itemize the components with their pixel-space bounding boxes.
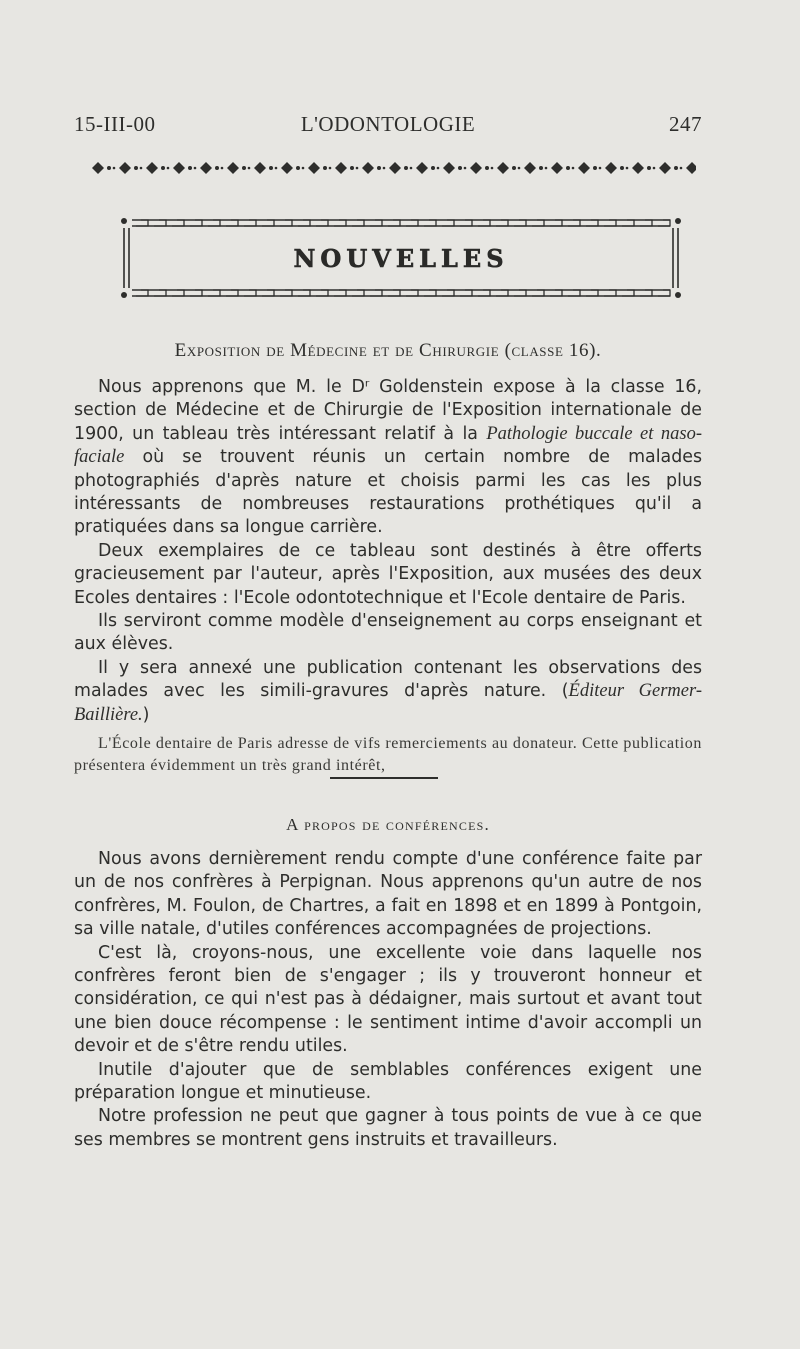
section-body-conferences	[74, 848, 702, 1152]
paragraph-text: Deux exemplaires de ce tableau sont destinés à être offerts gracieusement par l'auteur, après l'Exposition, aux musées des deux Ecoles dentaires : l'Ecole odontotechnique et l'Ecole dentaire de Paris.	[74, 540, 702, 608]
paragraph-text: )	[142, 704, 150, 725]
italic-text: Pathologie buccale et naso-faciale	[74, 423, 702, 468]
section-heading-exposition: Exposition de Médecine et de Chirurgie (classe 16).	[174, 340, 602, 361]
paragraph	[74, 376, 702, 540]
section-title: NOUVELLES	[293, 244, 509, 273]
journal-title: L'ODONTOLOGIE	[300, 112, 476, 136]
paragraph-text: Ils serviront comme modèle d'enseignement au corps enseignant et aux élèves.	[74, 611, 702, 655]
paragraph	[74, 610, 702, 657]
paragraph: Notre profession ne peut que gagner à tous points de vue à ce que ses membres se montrent gens instruits et travailleurs.	[74, 1106, 702, 1150]
paragraph: Nous avons dernièrement rendu compte d'une conférence faite par un de nos confrères à Perpignan. Nous apprenons qu'un autre de nos confrères, M. Foulon, de Chartres, a fait en 1898 et en 1899 à Pontgoin, sa ville natale, d'utiles conférences accompagnées de projections.	[74, 849, 702, 940]
italic-text: Éditeur Germer-Baillière.	[74, 681, 702, 725]
paragraph-text: où se trouvent réunis un certain nombre de malades photographiés d'après nature et choisis parmi les cas les plus intéressants de nombreuses restaurations prothétiques qu'il a pratiquées dans sa longue carrière.	[74, 447, 702, 538]
page-number: 247	[669, 112, 702, 136]
paragraph	[74, 540, 702, 610]
section-divider	[330, 777, 438, 779]
section-body-exposition	[74, 376, 702, 776]
editorial-note: L'École dentaire de Paris adresse de vifs remerciements au donateur. Cette publication présentera évidemment un très grand intérêt,	[74, 735, 702, 774]
paragraph: Inutile d'ajouter que de semblables conférences exigent une préparation longue et minutieuse.	[74, 1059, 702, 1104]
section-heading-conferences: A propos de conférences.	[286, 815, 490, 834]
paragraph-text: Il y sera annexé une publication contenant les observations des malades avec les simili-gravures d'après nature. (	[74, 657, 702, 702]
issue-date: 15-III-00	[74, 112, 156, 136]
paragraph-text: Nous apprenons que M. le Dʳ Goldenstein expose à la classe 16, section de Médecine et de Chirurgie de l'Exposition internationale de 1900, un tableau très intéressant relatif à la	[74, 377, 702, 444]
paragraph	[74, 657, 702, 727]
ornamental-rule	[88, 158, 696, 178]
paragraph: C'est là, croyons-nous, une excellente voie dans laquelle nos confrères feront bien de s'engager ; ils y trouveront honneur et considération, ce qui n'est pas à dédaigner, mais surtout et avant tout une bien douce récompense : le sentiment intime d'avoir accompli un devoir et de s'être rendu utiles.	[74, 942, 702, 1057]
running-head	[74, 112, 702, 142]
